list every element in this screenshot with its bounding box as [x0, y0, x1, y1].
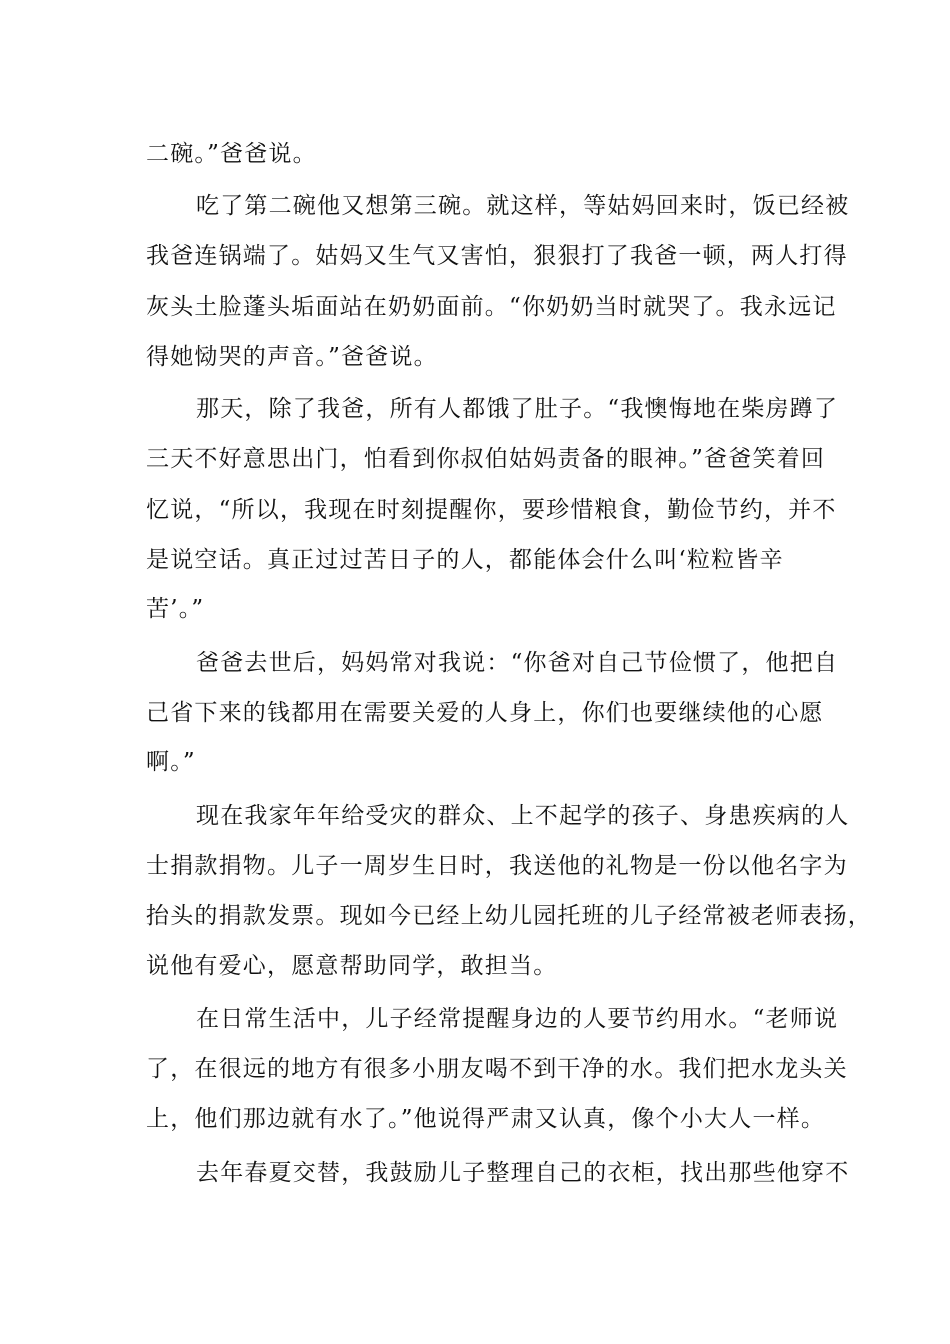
text-line: 我爸连锅端了。姑妈又生气又害怕，狠狠打了我爸一顿，两人打得: [146, 243, 848, 269]
text-line: 忆说，“所以，我现在时刻提醒你，要珍惜粮食，勤俭节约，并不: [146, 497, 837, 523]
text-line: 苦’。”: [146, 596, 205, 622]
text-line: 灰头土脸蓬头垢面站在奶奶面前。“你奶奶当时就哭了。我永远记: [146, 294, 837, 320]
paragraph-first-line: 吃了第二碗他又想第三碗。就这样，等姑妈回来时，饭已经被: [196, 193, 850, 219]
paragraph-first-line: 在日常生活中，儿子经常提醒身边的人要节约用水。“老师说: [196, 1006, 839, 1032]
text-line: 士捐款捐物。儿子一周岁生日时，我送他的礼物是一份以他名字为: [146, 853, 848, 879]
text-line: 是说空话。真正过过苦日子的人，都能体会什么叫‘粒粒皆辛: [146, 547, 784, 573]
text-line: 上，他们那边就有水了。”他说得严肃又认真，像个小大人一样。: [146, 1106, 826, 1132]
paragraph-first-line: 那天，除了我爸，所有人都饿了肚子。“我懊悔地在柴房蹲了: [196, 396, 839, 422]
text-line: 了，在很远的地方有很多小朋友喝不到干净的水。我们把水龙头关: [146, 1056, 848, 1082]
text-line: 啊。”: [146, 749, 196, 775]
text-line: 抬头的捐款发票。现如今已经上幼儿园托班的儿子经常被老师表扬，: [146, 903, 872, 929]
paragraph-first-line: 去年春夏交替，我鼓励儿子整理自己的衣柜，找出那些他穿不: [196, 1160, 850, 1186]
text-line: 己省下来的钱都用在需要关爱的人身上，你们也要继续他的心愿: [146, 700, 824, 726]
text-line: 三天不好意思出门，怕看到你叔伯姑妈责备的眼神。”爸爸笑着回: [146, 446, 826, 472]
paragraph-first-line: 现在我家年年给受灾的群众、上不起学的孩子、身患疾病的人: [196, 803, 850, 829]
text-line: 得她恸哭的声音。”爸爸说。: [146, 344, 438, 370]
text-line: 说他有爱心，愿意帮助同学，敢担当。: [146, 953, 558, 979]
paragraph-first-line: 爸爸去世后，妈妈常对我说：“你爸对自己节俭惯了，他把自: [196, 650, 839, 676]
text-line: 二碗。”爸爸说。: [146, 141, 317, 167]
